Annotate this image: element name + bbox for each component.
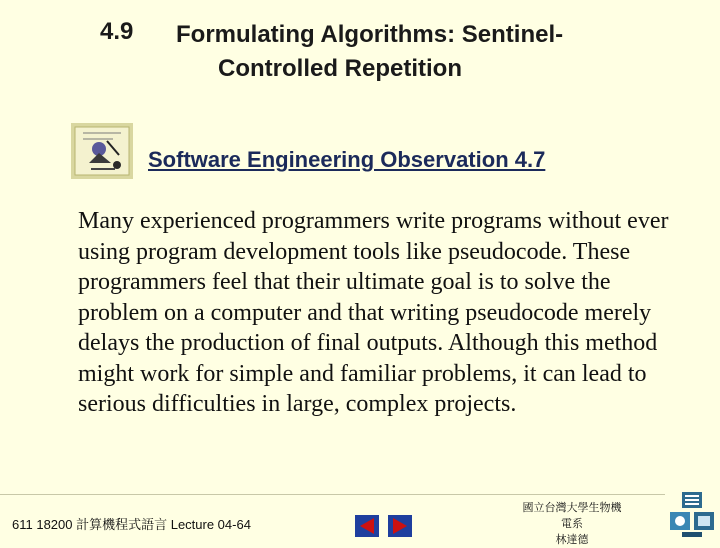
university-line-1: 國立台灣大學生物機電系: [522, 502, 622, 530]
observation-icon: [71, 123, 133, 179]
section-number: 4.9: [100, 18, 134, 45]
department-logo-icon: [668, 490, 716, 538]
observation-body: Many experienced programmers write programs without ever using program development tools like pseudocode. These programmers feel that their ultimate goal is to solve the problem on a computer and that writing pseudocode merely delays the production of final outputs. Although this method might work for simple and familiar problems, it can lead to serious difficulties in large, complex projects.: [78, 208, 669, 417]
title-line-2: Controlled Repetition: [218, 55, 462, 82]
university-line-2: 林達德: [555, 534, 589, 546]
footer-divider: [0, 494, 665, 495]
observation-title: Software Engineering Observation 4.7: [148, 147, 546, 172]
slide-title: [176, 18, 563, 86]
next-arrow-icon[interactable]: [388, 515, 412, 537]
prev-arrow-icon[interactable]: [355, 515, 379, 537]
course-label: 611 18200 計算機程式語言 Lecture 04-64: [12, 517, 251, 532]
university-label: [520, 500, 624, 548]
title-line-1: Formulating Algorithms: Sentinel-: [176, 21, 564, 48]
